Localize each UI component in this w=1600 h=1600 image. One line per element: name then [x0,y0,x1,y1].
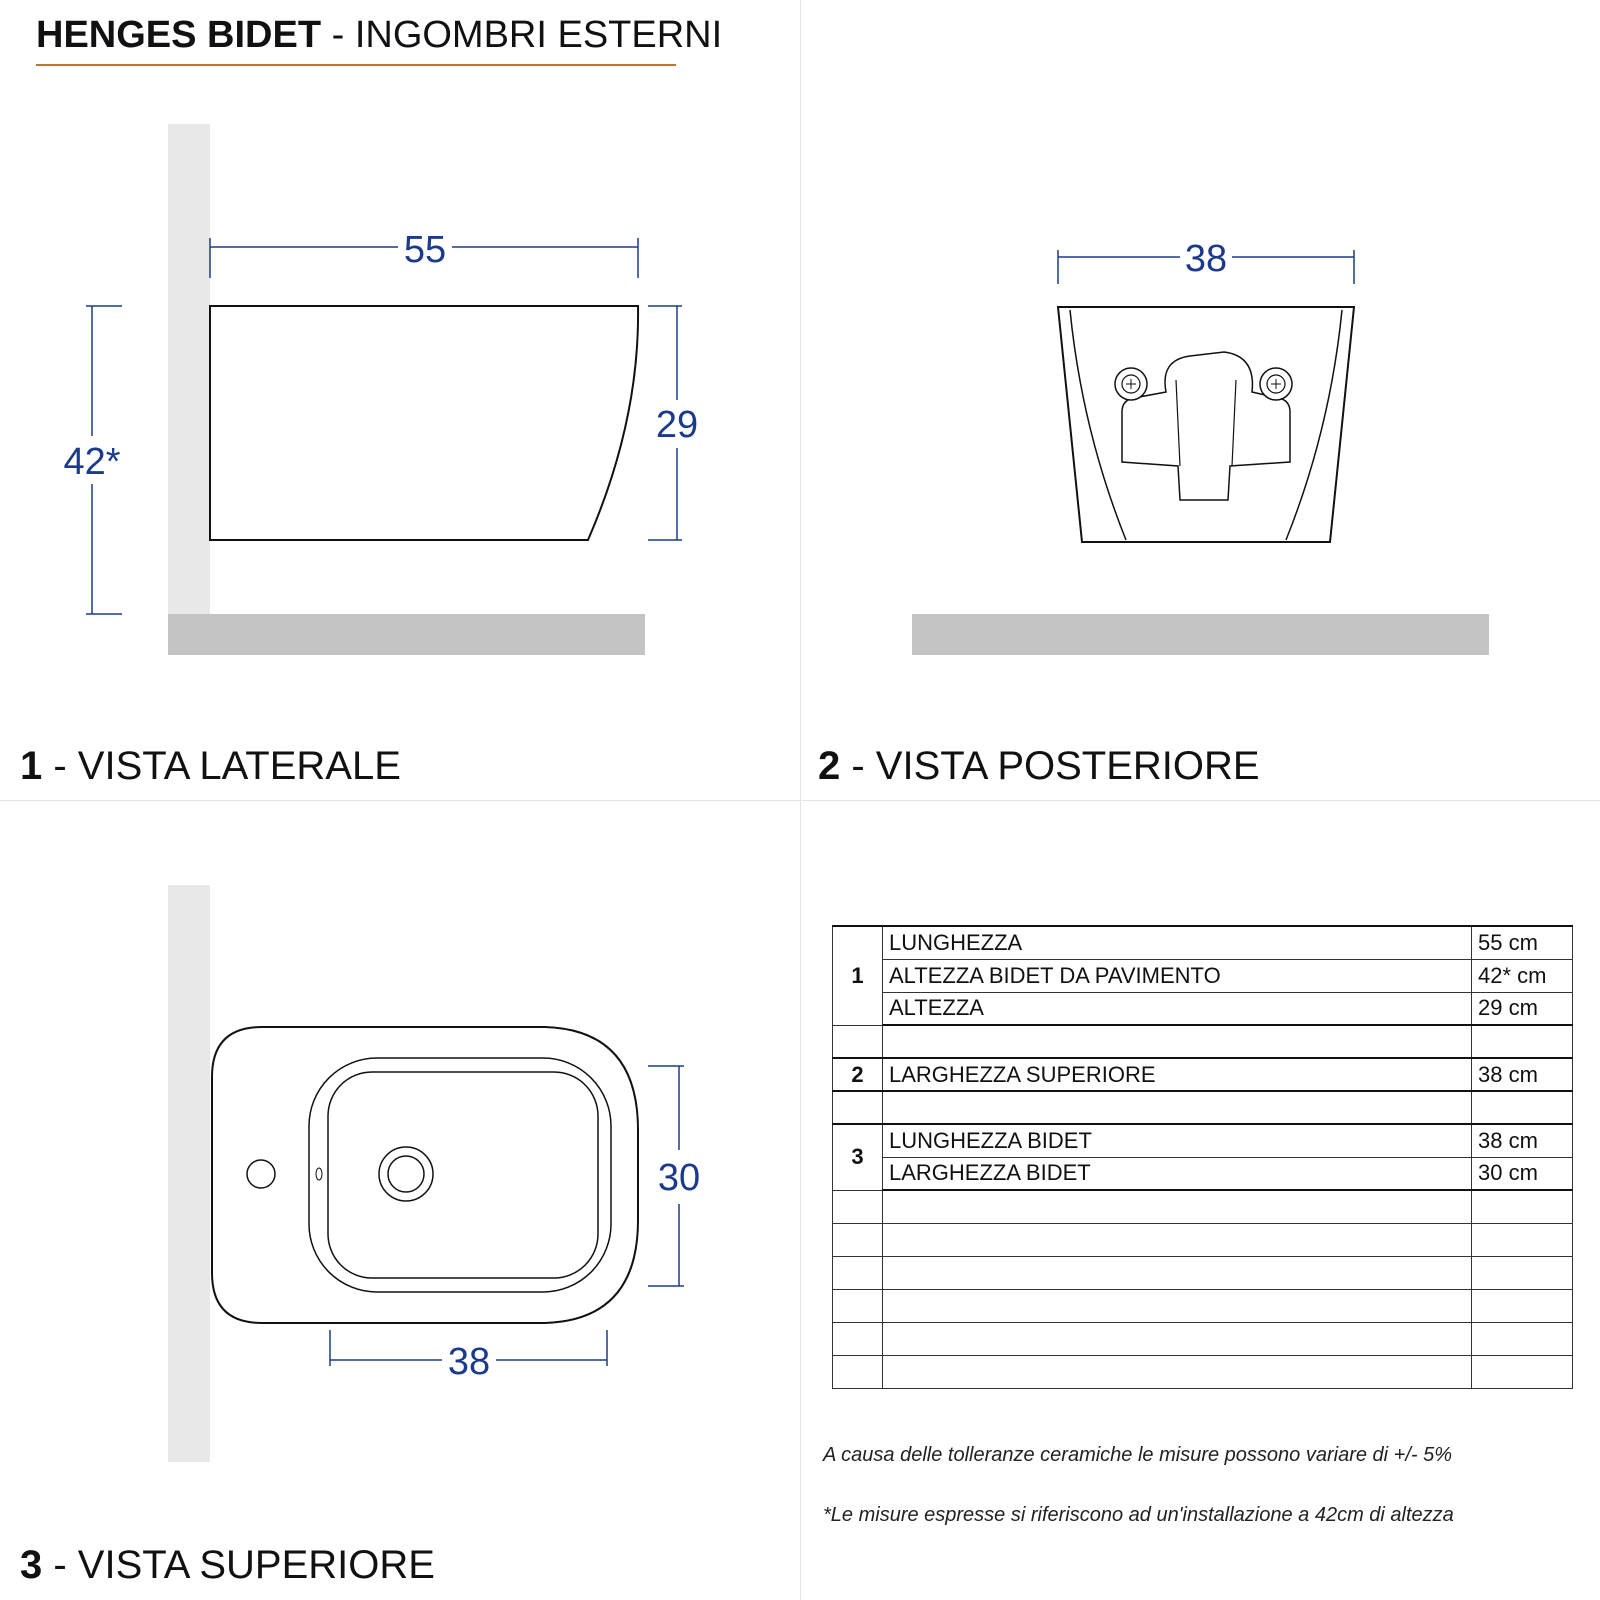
right-fixing-hole [1260,368,1292,400]
brand-name: HENGES BIDET [36,14,322,56]
row-value: 29 cm [1472,992,1573,1025]
row-label: LARGHEZZA BIDET [883,1157,1472,1190]
table-row [833,959,1573,992]
row-label: LUNGHEZZA BIDET [883,1124,1472,1157]
dimension-rear-width [1058,238,1354,284]
group-number: 1 [833,926,883,1025]
table-row [833,1190,1573,1223]
rear-view [912,238,1489,655]
row-value: 38 cm [1472,1058,1573,1091]
table-row [833,1289,1573,1322]
table-row [833,1223,1573,1256]
caption-rear-view: 2 - VISTA POSTERIORE [818,744,1260,788]
wall [168,885,210,1462]
dim-38-top-label: 38 [447,1341,491,1383]
table-row [833,1025,1573,1058]
left-fixing-hole [1115,368,1147,400]
row-value: 42* cm [1472,959,1573,992]
group-number: 3 [833,1124,883,1190]
wall [168,124,210,616]
row-label: ALTEZZA [883,992,1472,1025]
table-row [833,1058,1573,1091]
dimension-top-width [648,1066,700,1286]
row-value: 55 cm [1472,926,1573,959]
table-row [833,1091,1573,1124]
dim-30-label: 30 [657,1157,701,1199]
side-view [63,124,698,655]
dimension-top-length [330,1330,607,1383]
installation-note: *Le misure espresse si riferiscono ad un'installazione a 42cm di altezza [823,1504,1454,1526]
caption-top-view: 3 - VISTA SUPERIORE [20,1543,435,1587]
tolerance-note: A causa delle tolleranze ceramiche le misure possono variare di +/- 5% [823,1444,1453,1466]
bowl-outer-rim [309,1058,611,1292]
title-subtitle: - INGOMBRI ESTERNI [331,14,723,56]
dim-38-rear-label: 38 [1184,238,1228,280]
top-view [168,885,700,1462]
dimension-floor-height [63,306,122,614]
table-row [833,1157,1573,1190]
table-row [833,926,1573,959]
floor [168,614,645,655]
group-number: 2 [833,1058,883,1091]
caption-side-view: 1 - VISTA LATERALE [20,744,401,788]
row-label: LARGHEZZA SUPERIORE [883,1058,1472,1091]
dimension-side-height [648,306,698,540]
dimension-side-length [210,229,638,278]
dim-55-label: 55 [403,229,447,271]
table-row [833,1322,1573,1355]
table-row [833,1256,1573,1289]
table-row [833,1355,1573,1388]
dimensions-table [832,925,1573,1389]
row-label: LUNGHEZZA [883,926,1472,959]
row-label: ALTEZZA BIDET DA PAVIMENTO [883,959,1472,992]
dim-29-label: 29 [655,404,699,446]
row-value: 38 cm [1472,1124,1573,1157]
dim-42-label: 42* [63,441,121,483]
bidet-rear-outline [1058,307,1354,542]
table-row [833,992,1573,1025]
floor [912,614,1489,655]
table-row [833,1124,1573,1157]
row-value: 30 cm [1472,1157,1573,1190]
bidet-side-outline [210,306,638,540]
